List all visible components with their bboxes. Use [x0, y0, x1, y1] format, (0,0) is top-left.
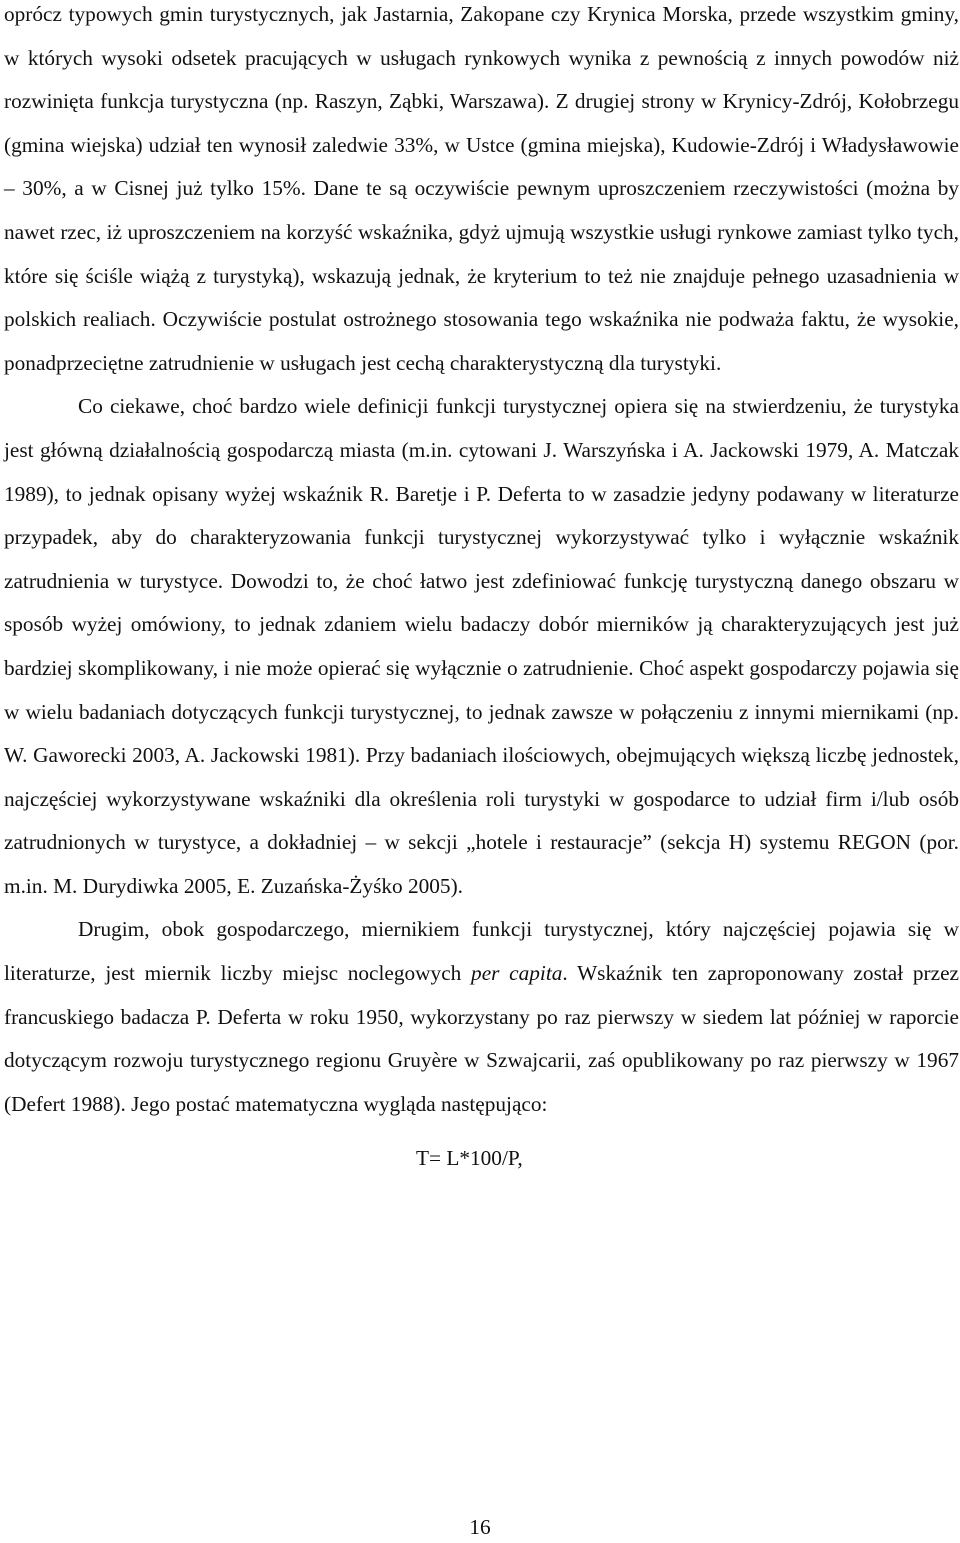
- paragraph-2: Co ciekawe, choć bardzo wiele definicji funkcji turystycznej opiera się na stwierdzeniu, że turystyka jest główną działalnością gospodarczą miasta (m.in. cytowani J. Warszyńska i A. Jackowski 1979, A. Matczak 1989), to jednak opisany wyżej wskaźnik R. Baretje i P. Deferta to w zasadzie jedyny podawany w literaturze przypadek, aby do charakteryzowania funkcji turystycznej wykorzystywać tylko i wyłącznie wskaźnik zatrudnienia w turystyce. Dowodzi to, że choć łatwo jest zdefiniować funkcję turystyczną danego obszaru w sposób wyżej omówiony, to jednak zdaniem wielu badaczy dobór mierników ją charakteryzujących jest już bardziej skomplikowany, i nie może opierać się wyłącznie o zatrudnienie. Choć aspekt gospodarczy pojawia się w wielu badaniach dotyczących funkcji turystycznej, to jednak zawsze w połączeniu z innymi miernikami (np. W. Gaworecki 2003, A. Jackowski 1981). Przy badaniach ilościowych, obejmujących większą liczbę jednostek, najczęściej wykorzystywane wskaźniki dla określenia roli turystyki w gospodarce to udział firm i/lub osób zatrudnionych w turystyce, a dokładniej – w sekcji „hotele i restauracje” (sekcja H) systemu REGON (por. m.in. M. Durydiwka 2005, E. Zuzańska-Żyśko 2005).: [4, 394, 959, 898]
- paragraph-3-text-before: Drugim, obok gospodarczego, miernikiem funkcji turystycznej, który najczęściej pojawia się w literaturze, jest miernik liczby miejsc noclegowych: [4, 917, 959, 986]
- paragraph-3: [4, 908, 959, 1126]
- page-number: 16: [469, 1515, 491, 1539]
- document-page: [4, 0, 959, 1190]
- paragraph-1: oprócz typowych gmin turystycznych, jak Jastarnia, Zakopane czy Krynica Morska, przede wszystkim gminy, w których wysoki odsetek pracujących w usługach rynkowych wynika z pewnością z innych powodów niż rozwinięta funkcja turystyczna (np. Raszyn, Ząbki, Warszawa). Z drugiej strony w Krynicy-Zdrój, Kołobrzegu (gmina wiejska) udział ten wynosił zaledwie 33%, w Ustce (gmina miejska), Kudowie-Zdrój i Władysławowie – 30%, a w Cisnej już tylko 15%. Dane te są oczywiście pewnym uproszczeniem rzeczywistości (można by nawet rzec, iż uproszczeniem na korzyść wskaźnika, gdyż ujmują wszystkie usługi rynkowe zamiast tylko tych, które się ściśle wiążą z turystyką), wskazują jednak, że kryterium to też nie znajduje pełnego uzasadnienia w polskich realiach. Oczywiście postulat ostrożnego stosowania tego wskaźnika nie podważa faktu, że wysokie, ponadprzeciętne zatrudnienie w usługach jest cechą charakterystyczną dla turystyki.: [4, 2, 959, 375]
- formula: T= L*100/P,: [416, 1146, 523, 1171]
- paragraph-3-italic: per capita: [471, 961, 563, 986]
- paragraph-3-text-after: . Wskaźnik ten zaproponowany został przez francuskiego badacza P. Deferta w roku 1950, wykorzystany po raz pierwszy w siedem lat później w raporcie dotyczącym rozwoju turystycznego regionu Gruyère w Szwajcarii, zaś opublikowany po raz pierwszy w 1967 (Defert 1988). Jego postać matematyczna wygląda następująco:: [4, 961, 959, 1116]
